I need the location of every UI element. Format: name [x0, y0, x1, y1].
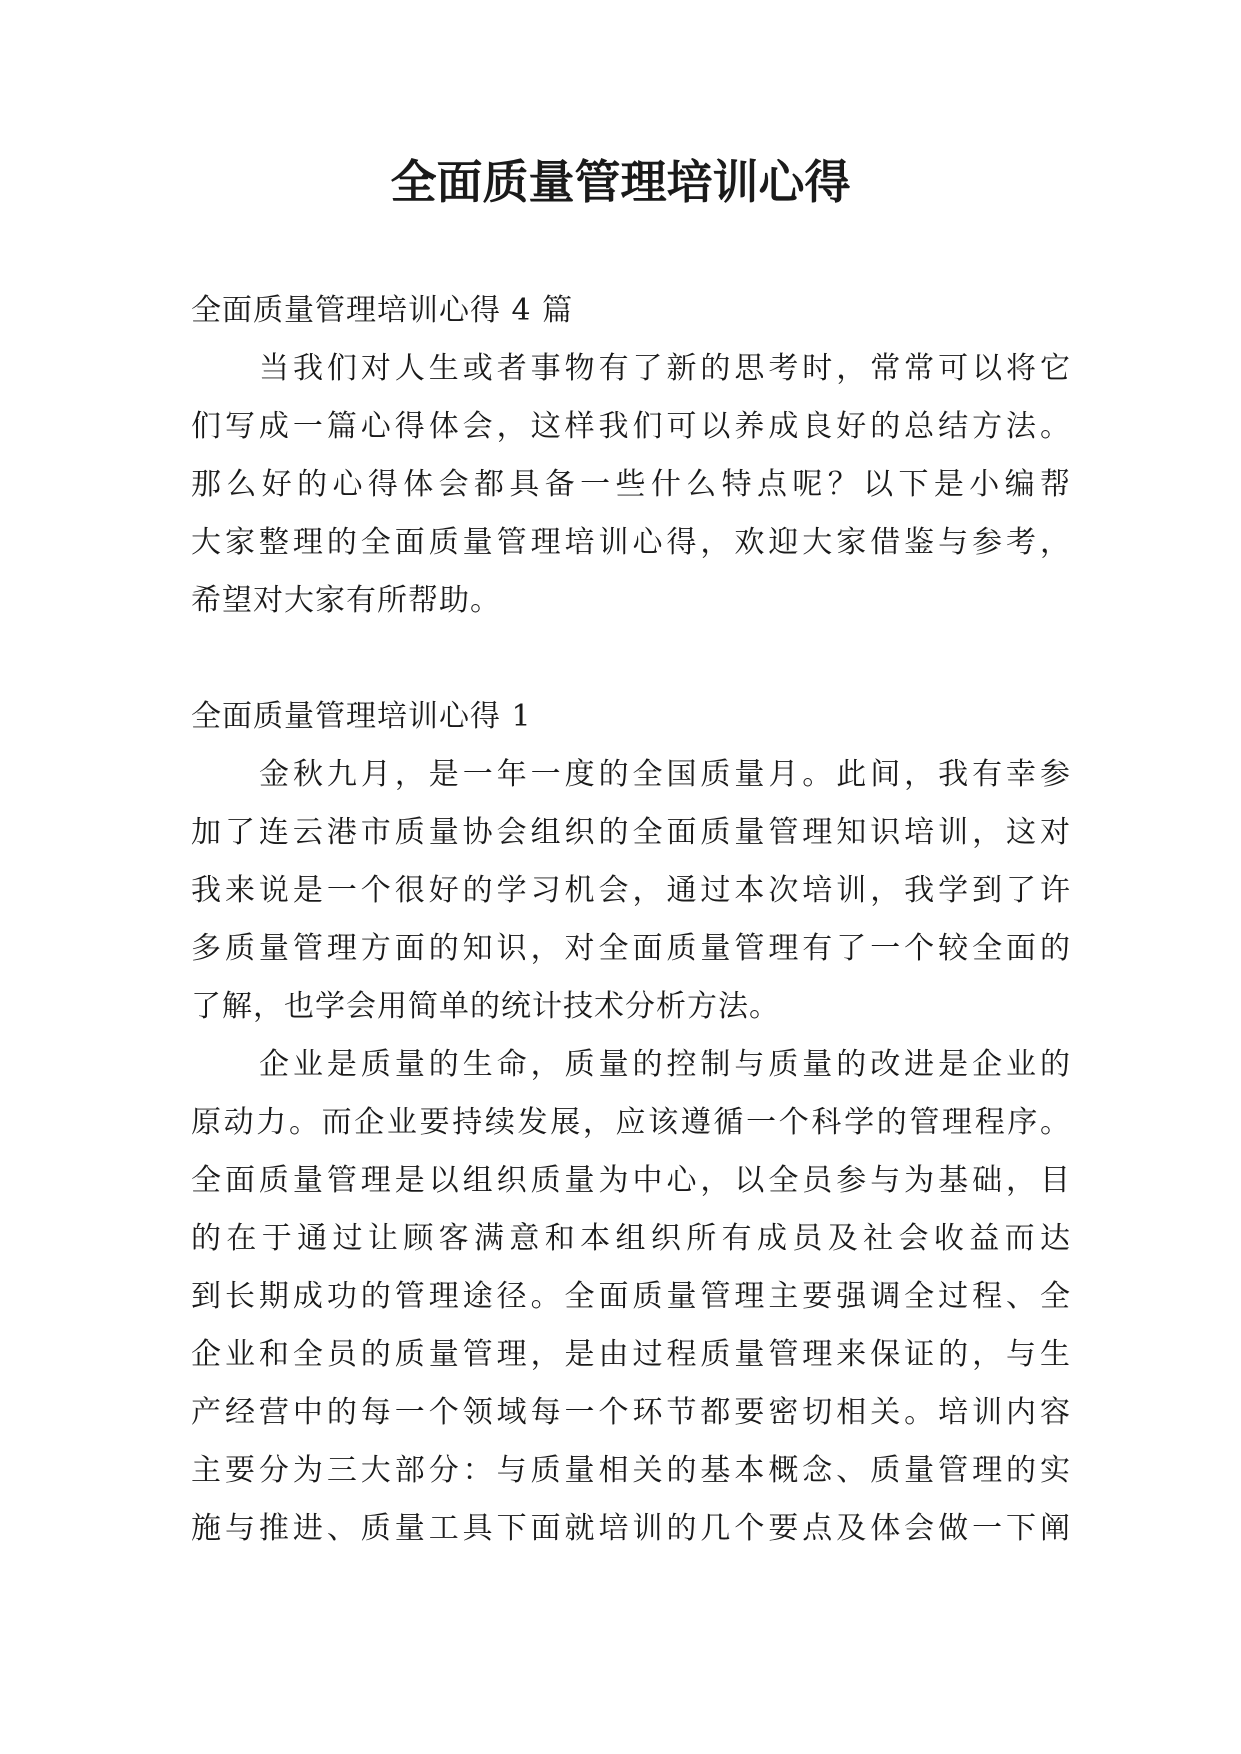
paragraph-line: 原动力。而企业要持续发展，应该遵循一个科学的管理程序。: [191, 1105, 1071, 1140]
section-heading: 全面质量管理培训心得 1: [191, 699, 532, 734]
paragraph-line: 了解，也学会用简单的统计技术分析方法。: [191, 989, 780, 1024]
paragraph-line: 的在于通过让顾客满意和本组织所有成员及社会收益而达: [191, 1221, 1071, 1256]
paragraph-gap: [191, 630, 1071, 688]
paragraph-line: 全面质量管理是以组织质量为中心，以全员参与为基础，目: [191, 1163, 1071, 1198]
paragraph-line: 到长期成功的管理途径。全面质量管理主要强调全过程、全: [191, 1279, 1071, 1314]
intro-line: 那么好的心得体会都具备一些什么特点呢？以下是小编帮: [191, 467, 1071, 502]
paragraph-2: [191, 1036, 1071, 1558]
document-body: [191, 282, 1071, 1558]
document-subtitle: 全面质量管理培训心得 4 篇: [191, 293, 574, 328]
paragraph-1: [191, 746, 1071, 1036]
paragraph-line: 企业是质量的生命，质量的控制与质量的改进是企业的: [259, 1047, 1071, 1082]
paragraph-line: 企业和全员的质量管理，是由过程质量管理来保证的，与生: [191, 1337, 1071, 1372]
intro-line: 们写成一篇心得体会，这样我们可以养成良好的总结方法。: [191, 409, 1071, 444]
intro-paragraph: [191, 340, 1071, 630]
intro-line: 当我们对人生或者事物有了新的思考时，常常可以将它: [259, 351, 1071, 386]
paragraph-line: 加了连云港市质量协会组织的全面质量管理知识培训，这对: [191, 815, 1071, 850]
paragraph-line: 主要分为三大部分：与质量相关的基本概念、质量管理的实: [191, 1453, 1071, 1488]
paragraph-line: 金秋九月，是一年一度的全国质量月。此间，我有幸参: [259, 757, 1071, 792]
document-title: 全面质量管理培训心得: [390, 155, 851, 209]
paragraph-line: 施与推进、质量工具下面就培训的几个要点及体会做一下阐: [191, 1511, 1071, 1546]
paragraph-line: 产经营中的每一个领域每一个环节都要密切相关。培训内容: [191, 1395, 1071, 1430]
paragraph-line: 多质量管理方面的知识，对全面质量管理有了一个较全面的: [191, 931, 1071, 966]
intro-line: 大家整理的全面质量管理培训心得，欢迎大家借鉴与参考，: [191, 525, 1071, 560]
paragraph-line: 我来说是一个很好的学习机会，通过本次培训，我学到了许: [191, 873, 1071, 908]
intro-line: 希望对大家有所帮助。: [191, 583, 501, 618]
